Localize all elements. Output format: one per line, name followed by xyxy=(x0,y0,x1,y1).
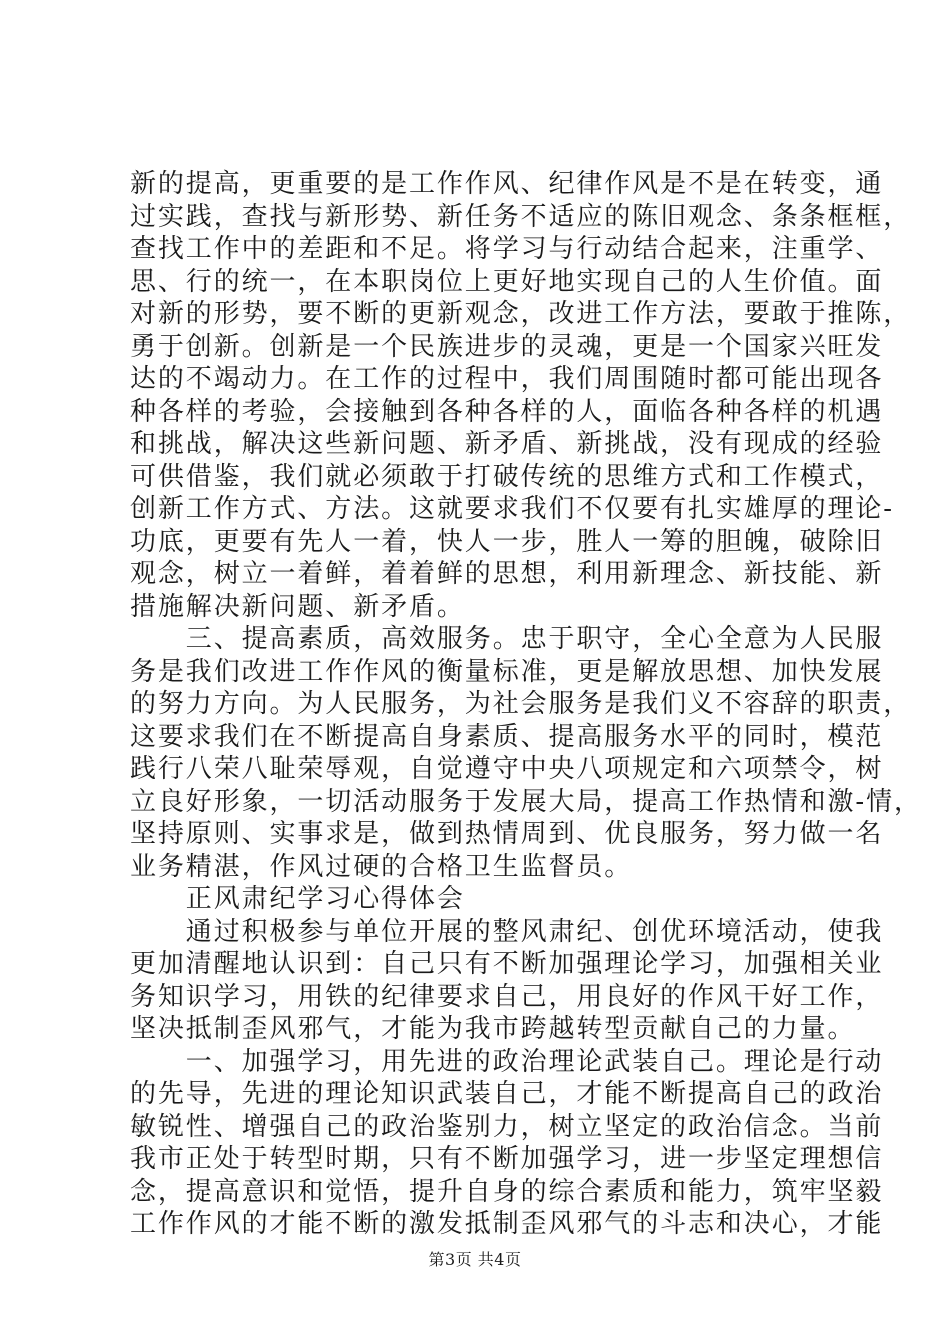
text-line: 达的不竭动力。在工作的过程中，我们周围随时都可能出现各 xyxy=(130,364,884,394)
text-line: 新的提高，更重要的是工作作风、纪律作风是不是在转变，通 xyxy=(130,169,884,199)
page-footer: 第3页 共4页 xyxy=(428,1250,522,1269)
text-line: 立良好形象，一切活动服务于发展大局，提高工作热情和激-情， xyxy=(130,786,922,817)
text-line: 思、行的统一，在本职岗位上更好地实现自己的人生价值。面 xyxy=(130,266,884,297)
text-line: 勇于创新。创新是一个民族进步的灵魂，更是一个国家兴旺发 xyxy=(130,331,884,362)
text-line: 这要求我们在不断提高自身素质、提高服务水平的同时，模范 xyxy=(130,721,884,752)
text-line: 敏锐性、增强自己的政治鉴别力，树立坚定的政治信念。当前 xyxy=(130,1111,884,1142)
text-line: 务知识学习，用铁的纪律要求自己，用良好的作风干好工作， xyxy=(130,981,884,1012)
section-heading: 正风肃纪学习心得体会 xyxy=(130,884,465,914)
text-line: 念，提高意识和觉悟，提升自身的综合素质和能力，筑牢坚毅 xyxy=(130,1176,884,1207)
text-line: 查找工作中的差距和不足。将学习与行动结合起来，注重学、 xyxy=(130,234,884,264)
text-line: 我市正处于转型时期，只有不断加强学习，进一步坚定理想信 xyxy=(130,1144,884,1174)
text-line: 过实践，查找与新形势、新任务不适应的陈旧观念、条条框框， xyxy=(130,201,912,232)
text-line: 的先导，先进的理论知识武装自己，才能不断提高自己的政治 xyxy=(130,1079,884,1109)
text-line: 坚决抵制歪风邪气，才能为我市跨越转型贡献自己的力量。 xyxy=(130,1014,856,1044)
text-line: 一、加强学习，用先进的政治理论武装自己。理论是行动 xyxy=(130,1046,884,1077)
text-line: 种各样的考验，会接触到各种各样的人，面临各种各样的机遇 xyxy=(130,396,884,427)
text-line: 更加清醒地认识到：自己只有不断加强理论学习，加强相关业 xyxy=(130,949,884,979)
text-line: 务是我们改进工作作风的衡量标准，更是解放思想、加快发展 xyxy=(130,656,884,687)
text-line: 可供借鉴，我们就必须敢于打破传统的思维方式和工作模式， xyxy=(130,461,884,492)
text-line: 观念，树立一着鲜，着着鲜的思想，利用新理念、新技能、新 xyxy=(130,559,884,589)
text-line: 功底，更要有先人一着，快人一步，胜人一筹的胆魄，破除旧 xyxy=(130,526,884,557)
text-line: 措施解决新问题、新矛盾。 xyxy=(130,591,465,622)
text-line: 三、提高素质，高效服务。忠于职守，全心全意为人民服 xyxy=(130,624,884,654)
text-line: 工作作风的才能不断的激发抵制歪风邪气的斗志和决心，才能 xyxy=(130,1209,884,1239)
text-line: 的努力方向。为人民服务，为社会服务是我们义不容辞的职责， xyxy=(130,689,912,719)
text-line: 对新的形势，要不断的更新观念，改进工作方法，要敢于推陈， xyxy=(130,299,912,329)
text-line: 通过积极参与单位开展的整风肃纪、创优环境活动，使我 xyxy=(130,916,884,947)
text-line: 坚持原则、实事求是，做到热情周到、优良服务，努力做一名 xyxy=(130,819,884,849)
text-line: 和挑战，解决这些新问题、新矛盾、新挑战，没有现成的经验 xyxy=(130,429,884,459)
text-line: 践行八荣八耻荣辱观，自觉遵守中央八项规定和六项禁令，树 xyxy=(130,754,884,784)
document-body xyxy=(130,168,922,1241)
text-line: 创新工作方式、方法。这就要求我们不仅要有扎实雄厚的理论- xyxy=(130,494,894,524)
text-line: 业务精湛，作风过硬的合格卫生监督员。 xyxy=(130,851,633,882)
